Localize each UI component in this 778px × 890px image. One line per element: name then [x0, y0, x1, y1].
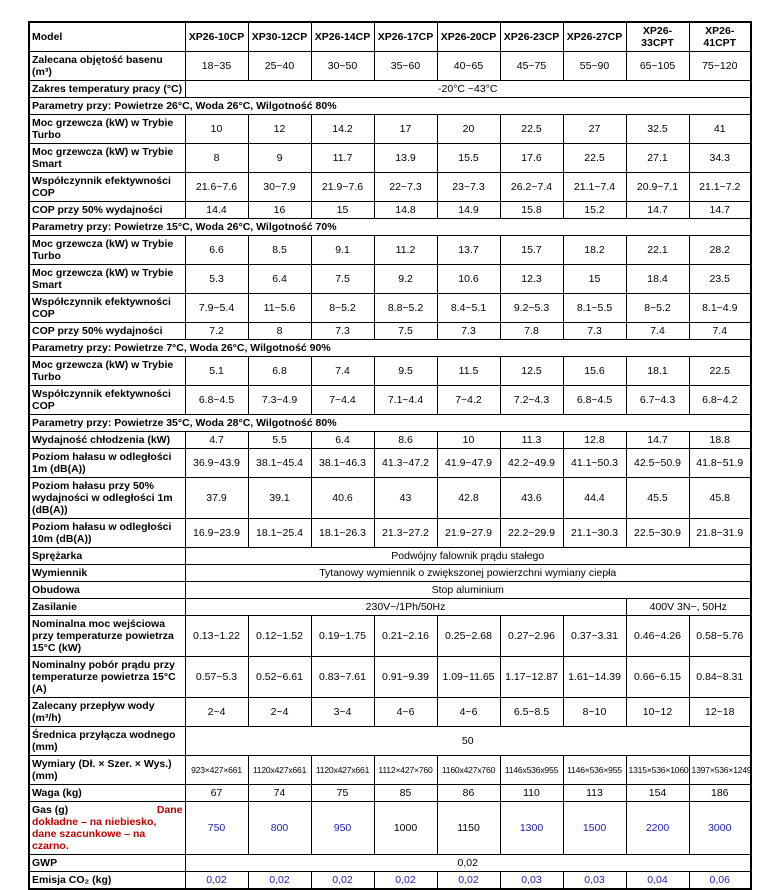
spec-value-cell: 18.1~25.4 — [248, 519, 311, 548]
spec-value-cell: 18.1~26.3 — [311, 519, 374, 548]
spec-value-cell: 10~12 — [626, 698, 689, 727]
row-label-cell: Zasilanie — [29, 599, 185, 616]
spec-value-cell: 42.5~50.9 — [626, 449, 689, 478]
power-supply-right-cell: 400V 3N~, 50Hz — [626, 599, 751, 616]
table-row — [29, 357, 751, 386]
row-label-cell: COP przy 50% wydajności — [29, 202, 185, 219]
spec-value-cell: 0.84~8.31 — [689, 657, 751, 698]
spec-value-cell: 750 — [185, 802, 248, 855]
spec-value-cell: 0.21~2.16 — [374, 616, 437, 657]
spec-value-cell: 11.3 — [500, 432, 563, 449]
spec-value-cell: 2~4 — [185, 698, 248, 727]
spec-value-cell: 1500 — [563, 802, 626, 855]
spec-value-cell: 44.4 — [563, 478, 626, 519]
selected-dimension-cell: 923×427×661 — [185, 756, 248, 785]
spec-value-cell: 25~40 — [248, 52, 311, 81]
spec-value-cell: 1.09~11.65 — [437, 657, 500, 698]
section-header-cell: Parametry przy: Powietrze 35°C, Woda 28°C, Wilgotność 80% — [29, 415, 751, 432]
spec-value-cell: 1.61~14.39 — [563, 657, 626, 698]
spec-value-cell: 0.12~1.52 — [248, 616, 311, 657]
spec-value-cell: 1397×536×1249 — [689, 756, 751, 785]
spec-value-cell: 4.7 — [185, 432, 248, 449]
spec-value-cell: 7.8 — [500, 323, 563, 340]
section-header-cell: Parametry przy: Powietrze 7°C, Woda 26°C, Wilgotność 90% — [29, 340, 751, 357]
spec-value-cell: 22.5 — [689, 357, 751, 386]
table-row — [29, 98, 751, 115]
row-label-cell: Poziom hałasu w odległości 10m (dB(A)) — [29, 519, 185, 548]
spec-value-cell: 6.8~4.2 — [689, 386, 751, 415]
row-label-cell: Wymiennik — [29, 565, 185, 582]
spec-value-cell: 8 — [185, 144, 248, 173]
table-row — [29, 565, 751, 582]
spec-value-cell: 0,02 — [185, 872, 248, 890]
row-label-cell: Nominalna moc wejściowa przy temperaturze powietrza 15°C (kW) — [29, 616, 185, 657]
table-row — [29, 478, 751, 519]
table-row — [29, 519, 751, 548]
spec-value-cell: 7.9~5.4 — [185, 294, 248, 323]
spec-value-cell: 7.4 — [689, 323, 751, 340]
table-row — [29, 323, 751, 340]
table-row — [29, 173, 751, 202]
model-header-cell: XP26-10CP — [185, 22, 248, 52]
table-row — [29, 785, 751, 802]
spec-value-cell: 8~5.2 — [626, 294, 689, 323]
row-label-cell: Moc grzewcza (kW) w Trybie Turbo — [29, 236, 185, 265]
table-row — [29, 219, 751, 236]
spec-value-cell: 0.19~1.75 — [311, 616, 374, 657]
spec-value-cell: 14.4 — [185, 202, 248, 219]
spec-value-cell: 15 — [563, 265, 626, 294]
table-row — [29, 449, 751, 478]
spec-value-cell: 10 — [185, 115, 248, 144]
spec-value-cell: 23.5 — [689, 265, 751, 294]
spec-value-cell: 43.6 — [500, 478, 563, 519]
spec-value-cell: 0,02 — [311, 872, 374, 890]
spec-value-cell: 11.7 — [311, 144, 374, 173]
spec-value-cell: 0.52~6.61 — [248, 657, 311, 698]
spec-value-cell: 7.4 — [626, 323, 689, 340]
spec-value-cell: 85 — [374, 785, 437, 802]
table-row — [29, 616, 751, 657]
spec-value-cell: 14.7 — [626, 202, 689, 219]
spec-value-cell: 42.2~49.9 — [500, 449, 563, 478]
spec-value-cell: 35~60 — [374, 52, 437, 81]
row-label-cell: Zalecana objętość basenu (m³) — [29, 52, 185, 81]
spec-value-cell: 75~120 — [689, 52, 751, 81]
spec-value-cell: 3000 — [689, 802, 751, 855]
spec-value-cell: 0,06 — [689, 872, 751, 890]
row-label-cell: GWP — [29, 855, 185, 872]
table-row — [29, 202, 751, 219]
span-value-cell: 50 — [185, 727, 751, 756]
spec-value-cell: 18.4 — [626, 265, 689, 294]
spec-value-cell: 8.5 — [248, 236, 311, 265]
table-row — [29, 727, 751, 756]
spec-value-cell: 42.8 — [437, 478, 500, 519]
spec-value-cell: 40~65 — [437, 52, 500, 81]
spec-value-cell: 12.8 — [563, 432, 626, 449]
spec-value-cell: 38.1~46.3 — [311, 449, 374, 478]
spec-value-cell: 22.2~29.9 — [500, 519, 563, 548]
spec-value-cell: 22.5 — [500, 115, 563, 144]
spec-value-cell: 15.2 — [563, 202, 626, 219]
spec-value-cell: 110 — [500, 785, 563, 802]
table-row — [29, 657, 751, 698]
table-row — [29, 802, 751, 855]
spec-value-cell: 67 — [185, 785, 248, 802]
spec-value-cell: 6.8 — [248, 357, 311, 386]
model-header-cell: XP26-23CP — [500, 22, 563, 52]
spec-value-cell: 7.2 — [185, 323, 248, 340]
row-label-cell: Moc grzewcza (kW) w Trybie Turbo — [29, 357, 185, 386]
spec-value-cell: 0,02 — [248, 872, 311, 890]
row-label-cell: Model — [29, 22, 185, 52]
spec-value-cell: 9 — [248, 144, 311, 173]
spec-value-cell: 0.83~7.61 — [311, 657, 374, 698]
spec-value-cell: 0,03 — [500, 872, 563, 890]
spec-value-cell: 21.9~27.9 — [437, 519, 500, 548]
table-row — [29, 236, 751, 265]
spec-value-cell: 26.2~7.4 — [500, 173, 563, 202]
spec-value-cell: 39.1 — [248, 478, 311, 519]
row-label-cell: Wydajność chłodzenia (kW) — [29, 432, 185, 449]
spec-value-cell: 22~7.3 — [374, 173, 437, 202]
spec-value-cell: 15 — [311, 202, 374, 219]
spec-value-cell: 17 — [374, 115, 437, 144]
table-row — [29, 415, 751, 432]
table-row — [29, 22, 751, 52]
spec-value-cell: 23~7.3 — [437, 173, 500, 202]
spec-value-cell: 1315×536×1060 — [626, 756, 689, 785]
span-value-cell: -20°C ~43°C — [185, 81, 751, 98]
spec-value-cell: 21.8~31.9 — [689, 519, 751, 548]
spec-value-cell: 6.7~4.3 — [626, 386, 689, 415]
spec-value-cell: 41.8~51.9 — [689, 449, 751, 478]
spec-value-cell: 1160x427x760 — [437, 756, 500, 785]
spec-value-cell: 0.37~3.31 — [563, 616, 626, 657]
model-header-cell: XP26-33CPT — [626, 22, 689, 52]
spec-value-cell: 21.1~7.2 — [689, 173, 751, 202]
spec-value-cell: 2~4 — [248, 698, 311, 727]
spec-value-cell: 10.6 — [437, 265, 500, 294]
spec-value-cell: 45~75 — [500, 52, 563, 81]
spec-value-cell: 2200 — [626, 802, 689, 855]
table-row — [29, 340, 751, 357]
spec-value-cell: 7.1~4.4 — [374, 386, 437, 415]
model-header-cell: XP26-14CP — [311, 22, 374, 52]
spec-value-cell: 9.2~5.3 — [500, 294, 563, 323]
span-value-cell: 0,02 — [185, 855, 751, 872]
spec-value-cell: 1120x427x661 — [311, 756, 374, 785]
model-header-cell: XP26-17CP — [374, 22, 437, 52]
spec-value-cell: 8~5.2 — [311, 294, 374, 323]
table-row — [29, 582, 751, 599]
span-value-cell: Tytanowy wymiennik o zwiększonej powierzchni wymiany ciepła — [185, 565, 751, 582]
spec-value-cell: 1.17~12.87 — [500, 657, 563, 698]
spec-value-cell: 1146×536×955 — [563, 756, 626, 785]
spec-value-cell: 7.3 — [311, 323, 374, 340]
table-row — [29, 52, 751, 81]
spec-value-cell: 86 — [437, 785, 500, 802]
spec-value-cell: 22.5~30.9 — [626, 519, 689, 548]
spec-value-cell: 5.5 — [248, 432, 311, 449]
spec-value-cell: 1000 — [374, 802, 437, 855]
spec-value-cell: 950 — [311, 802, 374, 855]
row-label-cell: Moc grzewcza (kW) w Trybie Smart — [29, 144, 185, 173]
row-label-cell: Współczynnik efektywności COP — [29, 386, 185, 415]
spec-value-cell: 6.6 — [185, 236, 248, 265]
spec-value-cell: 7.3 — [563, 323, 626, 340]
spec-value-cell: 12.5 — [500, 357, 563, 386]
spec-value-cell: 14.2 — [311, 115, 374, 144]
spec-value-cell: 4~6 — [374, 698, 437, 727]
spec-value-cell: 7.5 — [374, 323, 437, 340]
spec-value-cell: 27.1 — [626, 144, 689, 173]
spec-value-cell: 113 — [563, 785, 626, 802]
spec-value-cell: 43 — [374, 478, 437, 519]
spec-value-cell: 22.5 — [563, 144, 626, 173]
spec-value-cell: 74 — [248, 785, 311, 802]
spec-value-cell: 8.8~5.2 — [374, 294, 437, 323]
gas-label: Gas (g) — [32, 804, 69, 816]
spec-value-cell: 41.1~50.3 — [563, 449, 626, 478]
spec-value-cell: 9.5 — [374, 357, 437, 386]
spec-value-cell: 22.1 — [626, 236, 689, 265]
table-row — [29, 265, 751, 294]
row-label-cell: Nominalny pobór prądu przy temperaturze powietrza 15°C (A) — [29, 657, 185, 698]
spec-value-cell: 0,04 — [626, 872, 689, 890]
spec-value-cell: 7.3 — [437, 323, 500, 340]
spec-value-cell: 5.1 — [185, 357, 248, 386]
spec-value-cell: 75 — [311, 785, 374, 802]
spec-value-cell: 30~50 — [311, 52, 374, 81]
spec-value-cell: 30~7.9 — [248, 173, 311, 202]
note-first-word: Dane — [156, 804, 183, 816]
row-label-cell: Poziom hałasu przy 50% wydajności w odległości 1m (dB(A)) — [29, 478, 185, 519]
spec-value-cell: 0.66~6.15 — [626, 657, 689, 698]
row-label-cell: Wymiary (Dł. × Szer. × Wys.) (mm) — [29, 756, 185, 785]
table-row — [29, 294, 751, 323]
spec-value-cell: 21.1~30.3 — [563, 519, 626, 548]
spec-value-cell: 1300 — [500, 802, 563, 855]
spec-value-cell: 10 — [437, 432, 500, 449]
spec-value-cell: 16.9~23.9 — [185, 519, 248, 548]
spec-value-cell: 27 — [563, 115, 626, 144]
spec-value-cell: 20.9~7.1 — [626, 173, 689, 202]
spec-value-cell: 21.6~7.6 — [185, 173, 248, 202]
spec-value-cell: 1112×427×760 — [374, 756, 437, 785]
table-row — [29, 599, 751, 616]
spec-value-cell: 8~10 — [563, 698, 626, 727]
spec-value-cell: 36.9~43.9 — [185, 449, 248, 478]
spec-value-cell: 0.25~2.68 — [437, 616, 500, 657]
spec-value-cell: 0.27~2.96 — [500, 616, 563, 657]
spec-value-cell: 0.58~5.76 — [689, 616, 751, 657]
spec-value-cell: 6.8~4.5 — [563, 386, 626, 415]
spec-value-cell: 21.1~7.4 — [563, 173, 626, 202]
spec-value-cell: 186 — [689, 785, 751, 802]
spec-value-cell: 34.3 — [689, 144, 751, 173]
spec-value-cell: 16 — [248, 202, 311, 219]
spec-value-cell: 7~4.4 — [311, 386, 374, 415]
spec-value-cell: 1150 — [437, 802, 500, 855]
spec-value-cell: 41.9~47.9 — [437, 449, 500, 478]
table-row — [29, 386, 751, 415]
row-label-cell: Średnica przyłącza wodnego (mm) — [29, 727, 185, 756]
row-label-cell: Zalecany przepływ wody (m³/h) — [29, 698, 185, 727]
table-row — [29, 698, 751, 727]
spec-value-cell: 1120x427x661 — [248, 756, 311, 785]
row-label-cell: Współczynnik efektywności COP — [29, 294, 185, 323]
spec-value-cell: 13.7 — [437, 236, 500, 265]
spec-value-cell: 55~90 — [563, 52, 626, 81]
spec-value-cell: 4~6 — [437, 698, 500, 727]
span-value-cell: Stop aluminium — [185, 582, 751, 599]
row-label-cell: Poziom hałasu w odległości 1m (dB(A)) — [29, 449, 185, 478]
spec-value-cell: 6.8~4.5 — [185, 386, 248, 415]
spec-value-cell: 0.91~9.39 — [374, 657, 437, 698]
spec-value-cell: 7.5 — [311, 265, 374, 294]
table-row — [29, 144, 751, 173]
spec-value-cell: 9.2 — [374, 265, 437, 294]
spec-value-cell: 7.4 — [311, 357, 374, 386]
spec-value-cell: 8.1~4.9 — [689, 294, 751, 323]
row-label-cell: Współczynnik efektywności COP — [29, 173, 185, 202]
spec-value-cell: 8.6 — [374, 432, 437, 449]
section-header-cell: Parametry przy: Powietrze 26°C, Woda 26°C, Wilgotność 80% — [29, 98, 751, 115]
spec-value-cell: 7~4.2 — [437, 386, 500, 415]
row-label-cell: Obudowa — [29, 582, 185, 599]
spec-value-cell: 0,02 — [437, 872, 500, 890]
model-header-cell: XP26-20CP — [437, 22, 500, 52]
table-row — [29, 872, 751, 890]
spec-value-cell: 38.1~45.4 — [248, 449, 311, 478]
spec-value-cell: 18.2 — [563, 236, 626, 265]
row-label-cell: Moc grzewcza (kW) w Trybie Turbo — [29, 115, 185, 144]
table-row — [29, 855, 751, 872]
spec-value-cell: 14.7 — [626, 432, 689, 449]
spec-value-cell: 6.5~8.5 — [500, 698, 563, 727]
gas-row-label-cell — [29, 802, 185, 855]
spec-value-cell: 17.6 — [500, 144, 563, 173]
spec-value-cell: 14.7 — [689, 202, 751, 219]
spec-value-cell: 18~35 — [185, 52, 248, 81]
row-label-cell: Zakres temperatury pracy (°C) — [29, 81, 185, 98]
spec-value-cell: 8.4~5.1 — [437, 294, 500, 323]
spec-table — [28, 21, 752, 890]
spec-value-cell: 8 — [248, 323, 311, 340]
table-row — [29, 115, 751, 144]
power-supply-left-cell: 230V~/1Ph/50Hz — [185, 599, 626, 616]
section-header-cell: Parametry przy: Powietrze 15°C, Woda 26°C, Wilgotność 70% — [29, 219, 751, 236]
spec-value-cell: 65~105 — [626, 52, 689, 81]
row-label-cell: Moc grzewcza (kW) w Trybie Smart — [29, 265, 185, 294]
table-row — [29, 756, 751, 785]
model-header-cell: XP30-12CP — [248, 22, 311, 52]
spec-value-cell: 154 — [626, 785, 689, 802]
spec-value-cell: 6.4 — [311, 432, 374, 449]
spec-value-cell: 18.1 — [626, 357, 689, 386]
spec-value-cell: 7.2~4.3 — [500, 386, 563, 415]
spec-value-cell: 12 — [248, 115, 311, 144]
spec-value-cell: 20 — [437, 115, 500, 144]
spec-value-cell: 7.3~4.9 — [248, 386, 311, 415]
spec-value-cell: 6.4 — [248, 265, 311, 294]
row-label-cell: Sprężarka — [29, 548, 185, 565]
spec-value-cell: 0,02 — [374, 872, 437, 890]
span-value-cell: Podwójny falownik prądu stałego — [185, 548, 751, 565]
spec-value-cell: 21.3~27.2 — [374, 519, 437, 548]
spec-value-cell: 15.8 — [500, 202, 563, 219]
spec-value-cell: 18.8 — [689, 432, 751, 449]
spec-value-cell: 32.5 — [626, 115, 689, 144]
spec-value-cell: 3~4 — [311, 698, 374, 727]
spec-value-cell: 0.57~5.3 — [185, 657, 248, 698]
spec-value-cell: 41.3~47.2 — [374, 449, 437, 478]
spec-value-cell: 15.7 — [500, 236, 563, 265]
spec-value-cell: 13.9 — [374, 144, 437, 173]
spec-value-cell: 40.6 — [311, 478, 374, 519]
spec-value-cell: 12.3 — [500, 265, 563, 294]
spec-value-cell: 0.46~4.26 — [626, 616, 689, 657]
spec-value-cell: 14.8 — [374, 202, 437, 219]
row-label-cell: Emisja CO₂ (kg) — [29, 872, 185, 890]
table-row — [29, 432, 751, 449]
spec-value-cell: 14.9 — [437, 202, 500, 219]
spec-value-cell: 15.6 — [563, 357, 626, 386]
spec-value-cell: 11.2 — [374, 236, 437, 265]
model-header-cell: XP26-27CP — [563, 22, 626, 52]
spec-value-cell: 28.2 — [689, 236, 751, 265]
spec-value-cell: 0.13~1.22 — [185, 616, 248, 657]
row-label-cell: COP przy 50% wydajności — [29, 323, 185, 340]
spec-value-cell: 0,03 — [563, 872, 626, 890]
row-label-cell: Waga (kg) — [29, 785, 185, 802]
spec-table-body — [29, 22, 751, 889]
spec-value-cell: 21.9~7.6 — [311, 173, 374, 202]
spec-value-cell: 11~5.6 — [248, 294, 311, 323]
table-row — [29, 81, 751, 98]
spec-value-cell: 8.1~5.5 — [563, 294, 626, 323]
table-row — [29, 548, 751, 565]
spec-value-cell: 45.5 — [626, 478, 689, 519]
spec-value-cell: 37.9 — [185, 478, 248, 519]
spec-value-cell: 11.5 — [437, 357, 500, 386]
spec-value-cell: 1146x536x955 — [500, 756, 563, 785]
spec-value-cell: 5.3 — [185, 265, 248, 294]
model-header-cell: XP26-41CPT — [689, 22, 751, 52]
spec-value-cell: 41 — [689, 115, 751, 144]
spec-value-cell: 45.8 — [689, 478, 751, 519]
spec-value-cell: 800 — [248, 802, 311, 855]
spec-value-cell: 9.1 — [311, 236, 374, 265]
spec-value-cell: 12~18 — [689, 698, 751, 727]
color-legend-note: dokładne – na niebiesko, dane szacunkowe – na czarno. — [32, 816, 157, 852]
spec-value-cell: 15.5 — [437, 144, 500, 173]
